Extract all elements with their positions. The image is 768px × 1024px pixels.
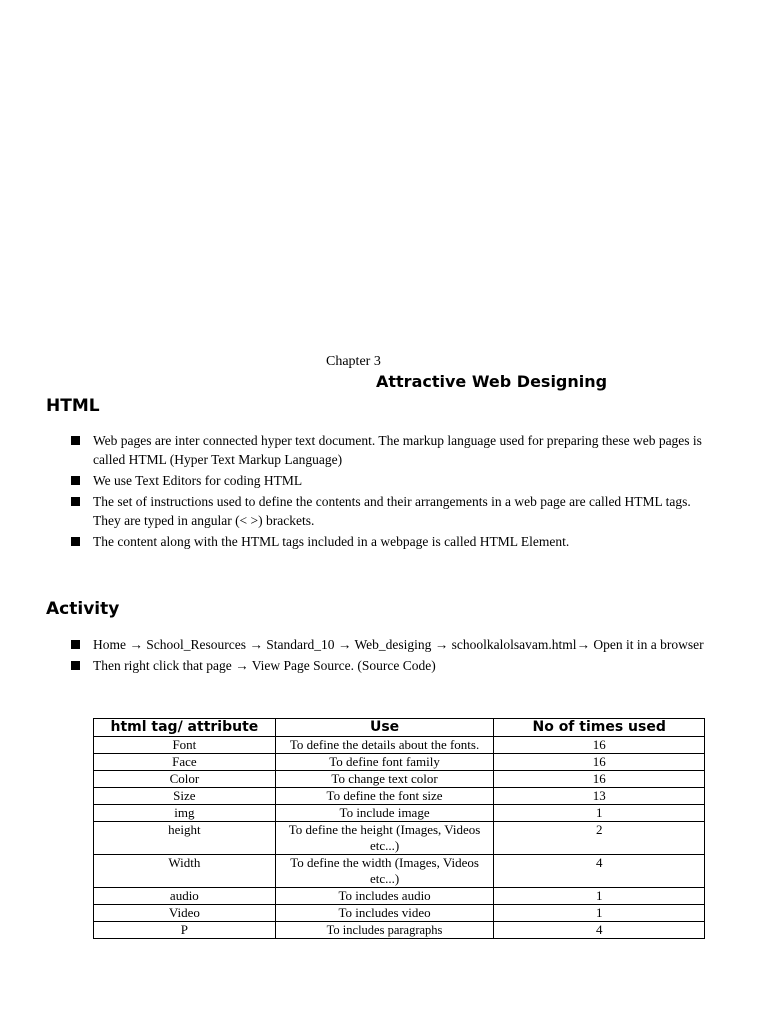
table-cell: Width	[94, 855, 276, 888]
table-cell: 2	[494, 822, 705, 855]
table-header-row	[94, 719, 705, 737]
table-row	[94, 855, 705, 888]
table-row	[94, 788, 705, 805]
html-tags-table	[93, 718, 705, 939]
list-item-text: Home → School_Resources → Standard_10 → Web_desiging → schoolkalolsavam.html→ Open it in a browser	[93, 637, 704, 652]
list-item-text: Web pages are inter connected hyper text document. The markup language used for preparing these web pages is called HTML (Hyper Text Markup Language)	[93, 433, 702, 467]
table-cell: img	[94, 805, 276, 822]
column-header: Use	[275, 719, 494, 737]
table-cell: 1	[494, 905, 705, 922]
table-cell: audio	[94, 888, 276, 905]
table-row	[94, 805, 705, 822]
table-cell: 13	[494, 788, 705, 805]
list-item-text: Then right click that page → View Page Source. (Source Code)	[93, 658, 436, 673]
table-row	[94, 922, 705, 939]
table-cell: 1	[494, 805, 705, 822]
square-bullet-icon	[71, 497, 80, 506]
table-row	[94, 771, 705, 788]
table-cell: 4	[494, 855, 705, 888]
table-row	[94, 905, 705, 922]
table-cell: Face	[94, 754, 276, 771]
list-item	[70, 532, 720, 551]
table-cell: To define font family	[275, 754, 494, 771]
table-cell: P	[94, 922, 276, 939]
chapter-label: Chapter 3	[326, 354, 381, 369]
table-cell: 1	[494, 888, 705, 905]
table-cell: height	[94, 822, 276, 855]
table-cell: To change text color	[275, 771, 494, 788]
table-cell: Video	[94, 905, 276, 922]
list-item-text: The set of instructions used to define the contents and their arrangements in a web page are called HTML tags. They are typed in angular (< >) brackets.	[93, 494, 691, 528]
square-bullet-icon	[71, 640, 80, 649]
square-bullet-icon	[71, 537, 80, 546]
page-title: Attractive Web Designing	[376, 372, 608, 391]
table-cell: 4	[494, 922, 705, 939]
table-row	[94, 888, 705, 905]
list-item	[70, 635, 720, 654]
table-row	[94, 737, 705, 754]
table-cell: 16	[494, 737, 705, 754]
list-item	[70, 656, 720, 675]
table-cell: Color	[94, 771, 276, 788]
table-cell: Font	[94, 737, 276, 754]
activity-bullet-list	[70, 635, 720, 677]
list-item	[70, 492, 720, 530]
list-item	[70, 431, 720, 469]
list-item-text: The content along with the HTML tags included in a webpage is called HTML Element.	[93, 534, 570, 549]
square-bullet-icon	[71, 661, 80, 670]
table-cell: Size	[94, 788, 276, 805]
section-heading-html: HTML	[46, 396, 100, 416]
table-cell: To includes audio	[275, 888, 494, 905]
table-cell: 16	[494, 771, 705, 788]
column-header: html tag/ attribute	[94, 719, 276, 737]
table-cell: To include image	[275, 805, 494, 822]
list-item	[70, 471, 720, 490]
table-cell: 16	[494, 754, 705, 771]
table-cell: To define the font size	[275, 788, 494, 805]
section-heading-activity: Activity	[46, 599, 120, 619]
table-cell: To includes video	[275, 905, 494, 922]
table-cell: To define the width (Images, Videos etc...)	[275, 855, 494, 888]
square-bullet-icon	[71, 436, 80, 445]
table-cell: To define the details about the fonts.	[275, 737, 494, 754]
column-header: No of times used	[494, 719, 705, 737]
list-item-text: We use Text Editors for coding HTML	[93, 473, 303, 488]
table-cell: To define the height (Images, Videos etc...)	[275, 822, 494, 855]
html-bullet-list	[70, 431, 720, 553]
table-cell: To includes paragraphs	[275, 922, 494, 939]
square-bullet-icon	[71, 476, 80, 485]
table-row	[94, 754, 705, 771]
table-row	[94, 822, 705, 855]
